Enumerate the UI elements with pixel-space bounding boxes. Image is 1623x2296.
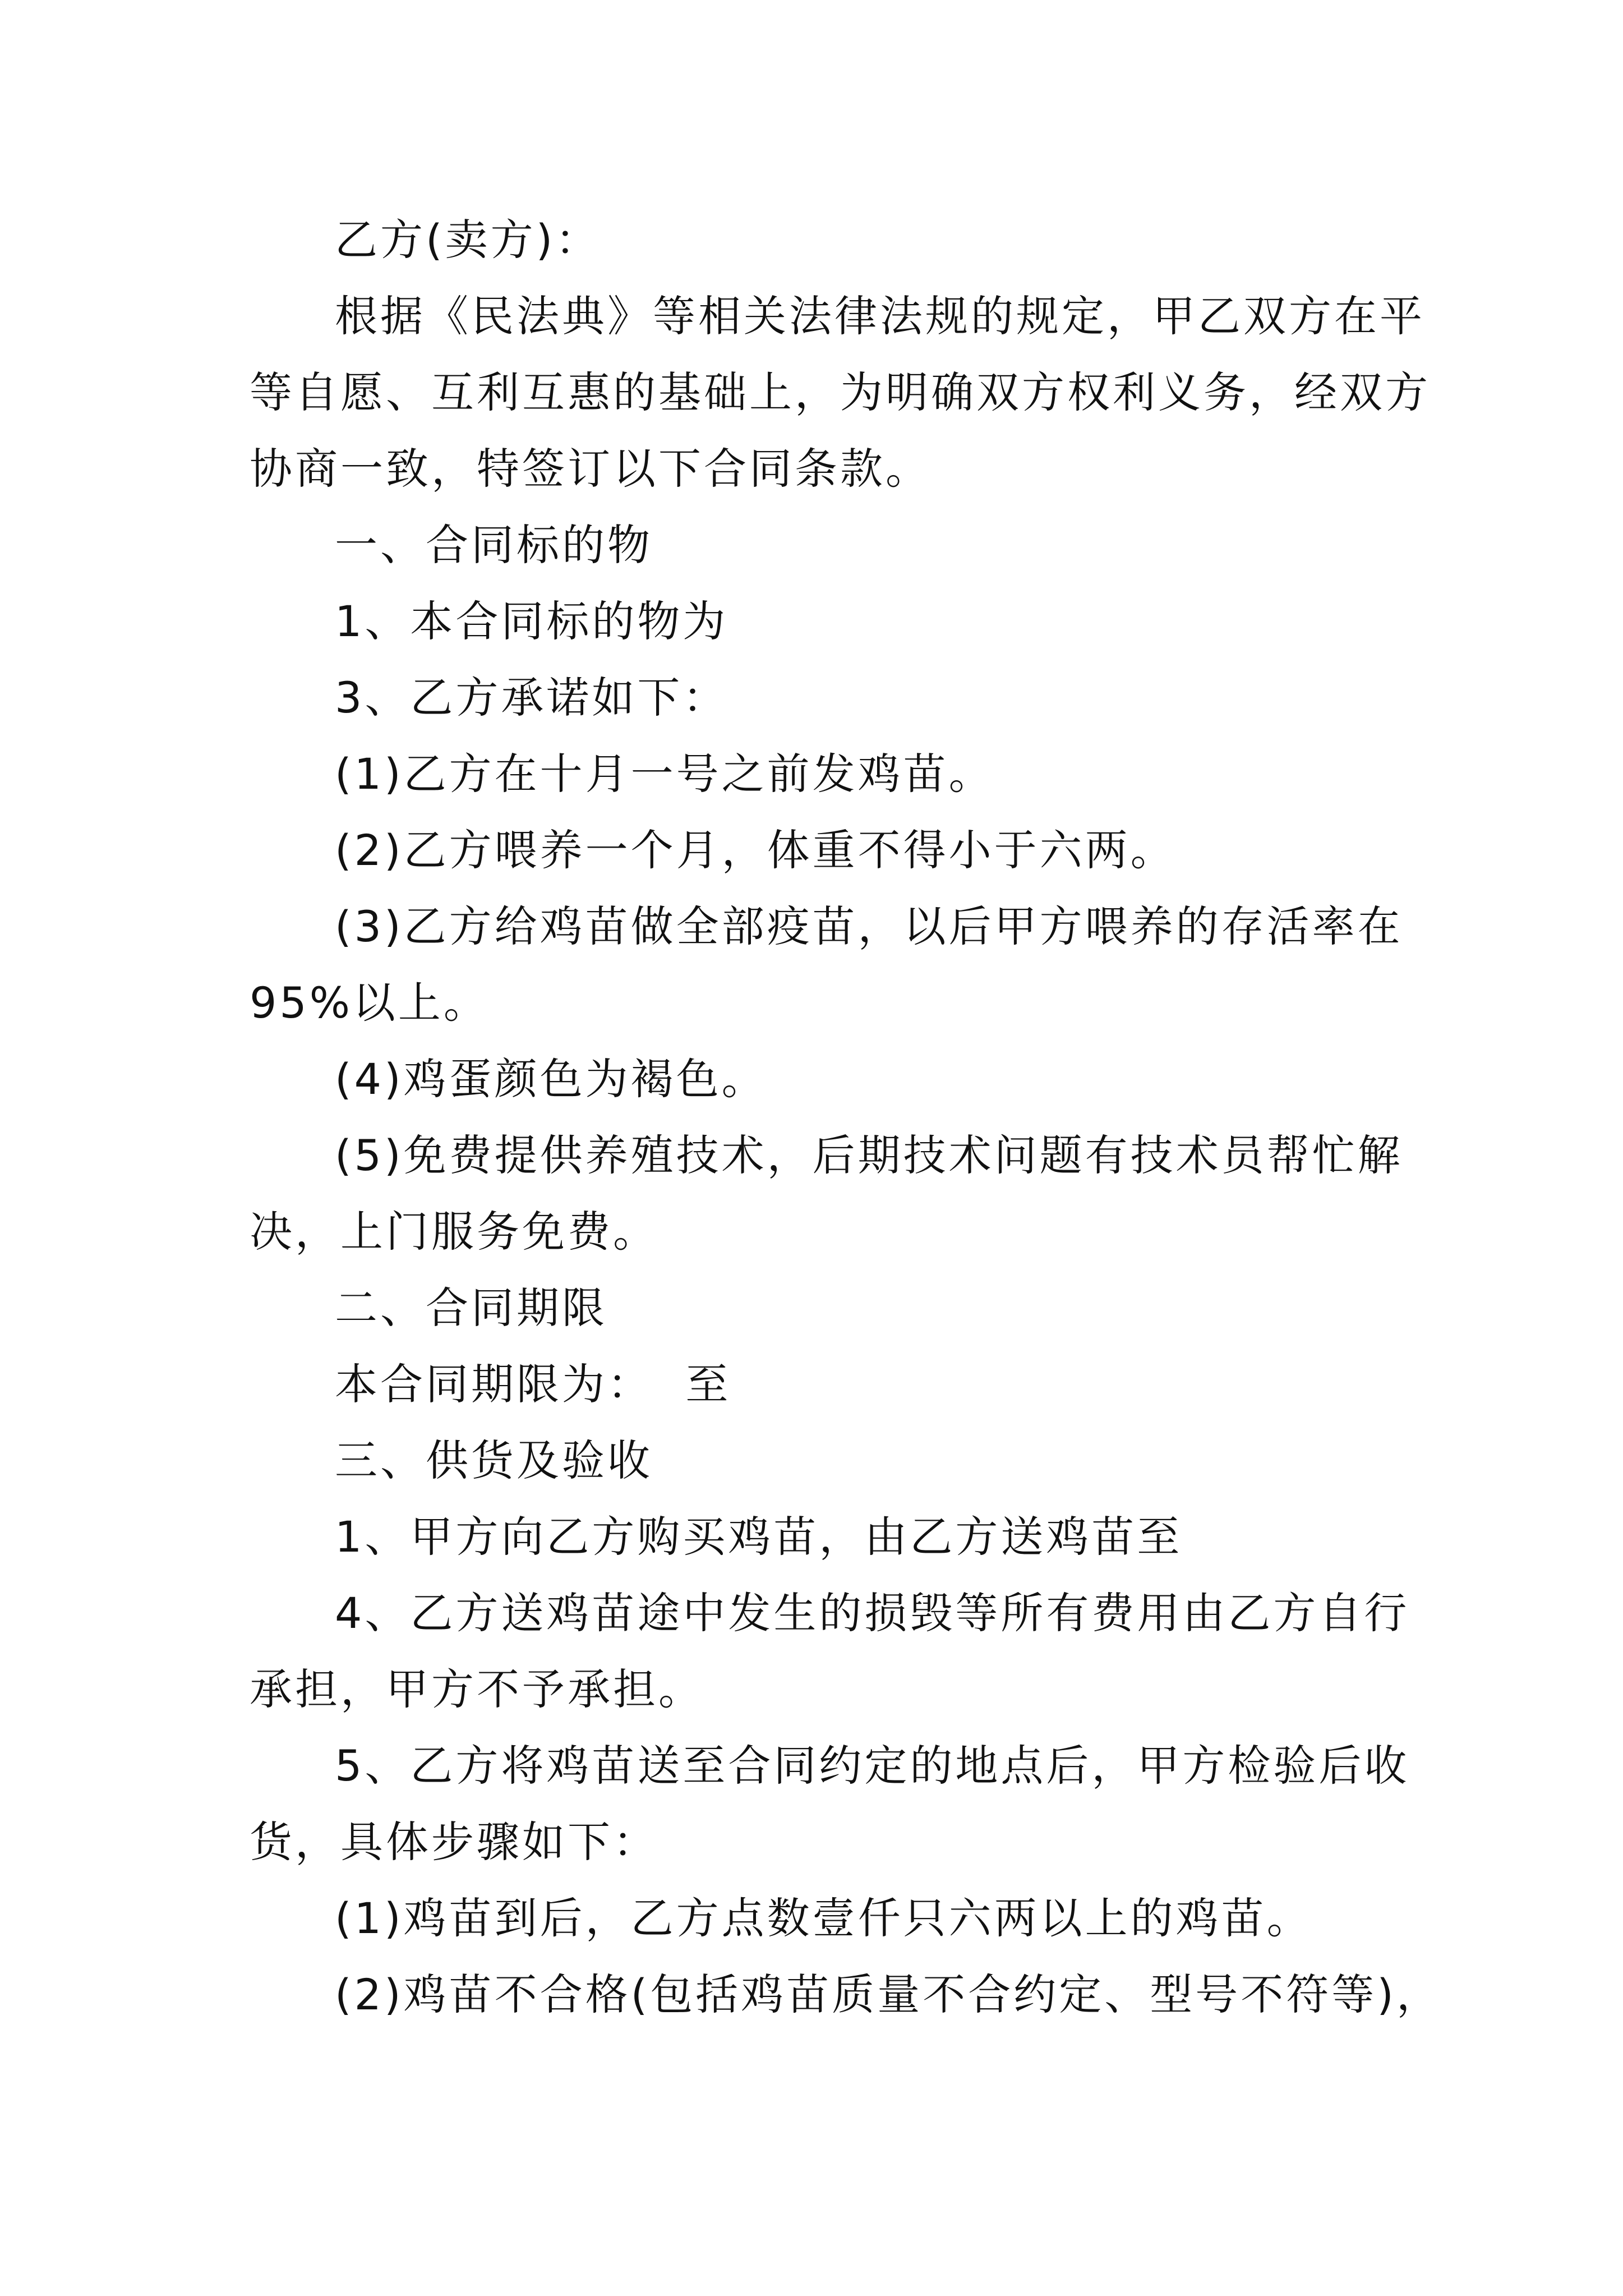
section-heading: 三、供货及验收 — [335, 1435, 653, 1485]
text-line: 决，上门服务免费。 — [250, 1207, 658, 1257]
text-line: 等自愿、互利互惠的基础上，为明确双方权利义务，经双方 — [250, 367, 1431, 417]
section-heading: 一、合同标的物 — [335, 520, 653, 570]
text-line: 协商一致，特签订以下合同条款。 — [250, 444, 931, 494]
text-line: 95%以上。 — [250, 978, 489, 1028]
text-line: (1)鸡苗到后，乙方点数壹仟只六两以上的鸡苗。 — [335, 1893, 1312, 1943]
text-line: (1)乙方在十月一号之前发鸡苗。 — [335, 749, 994, 799]
text-line: 货，具体步骤如下： — [250, 1817, 658, 1867]
section-heading: 二、合同期限 — [335, 1283, 607, 1333]
text-line: 4、乙方送鸡苗途中发生的损毁等所有费用由乙方自行 — [335, 1588, 1410, 1638]
text-line: 乙方(卖方)： — [335, 215, 601, 265]
document-body — [250, 202, 1442, 2033]
text-line: 根据《民法典》等相关法律法规的规定，甲乙双方在平 — [335, 291, 1425, 341]
text-line: 1、甲方向乙方购买鸡苗，由乙方送鸡苗至 — [335, 1512, 1183, 1562]
text-line: 本合同期限为： 至 — [335, 1359, 731, 1409]
text-line: 5、乙方将鸡苗送至合同约定的地点后，甲方检验后收 — [335, 1741, 1410, 1791]
text-line: (2)鸡苗不合格(包括鸡苗质量不合约定、型号不符等)， — [335, 1970, 1442, 2019]
text-line: (4)鸡蛋颜色为褐色。 — [335, 1054, 767, 1104]
text-line: (3)乙方给鸡苗做全部疫苗，以后甲方喂养的存活率在 — [335, 901, 1403, 951]
text-line: 承担，甲方不予承担。 — [250, 1664, 704, 1714]
text-line: 3、乙方承诺如下： — [335, 673, 728, 723]
text-line: (5)免费提供养殖技术，后期技术问题有技术员帮忙解 — [335, 1130, 1403, 1180]
text-line: (2)乙方喂养一个月，体重不得小于六两。 — [335, 825, 1176, 875]
text-line: 1、本合同标的物为 — [335, 596, 728, 646]
